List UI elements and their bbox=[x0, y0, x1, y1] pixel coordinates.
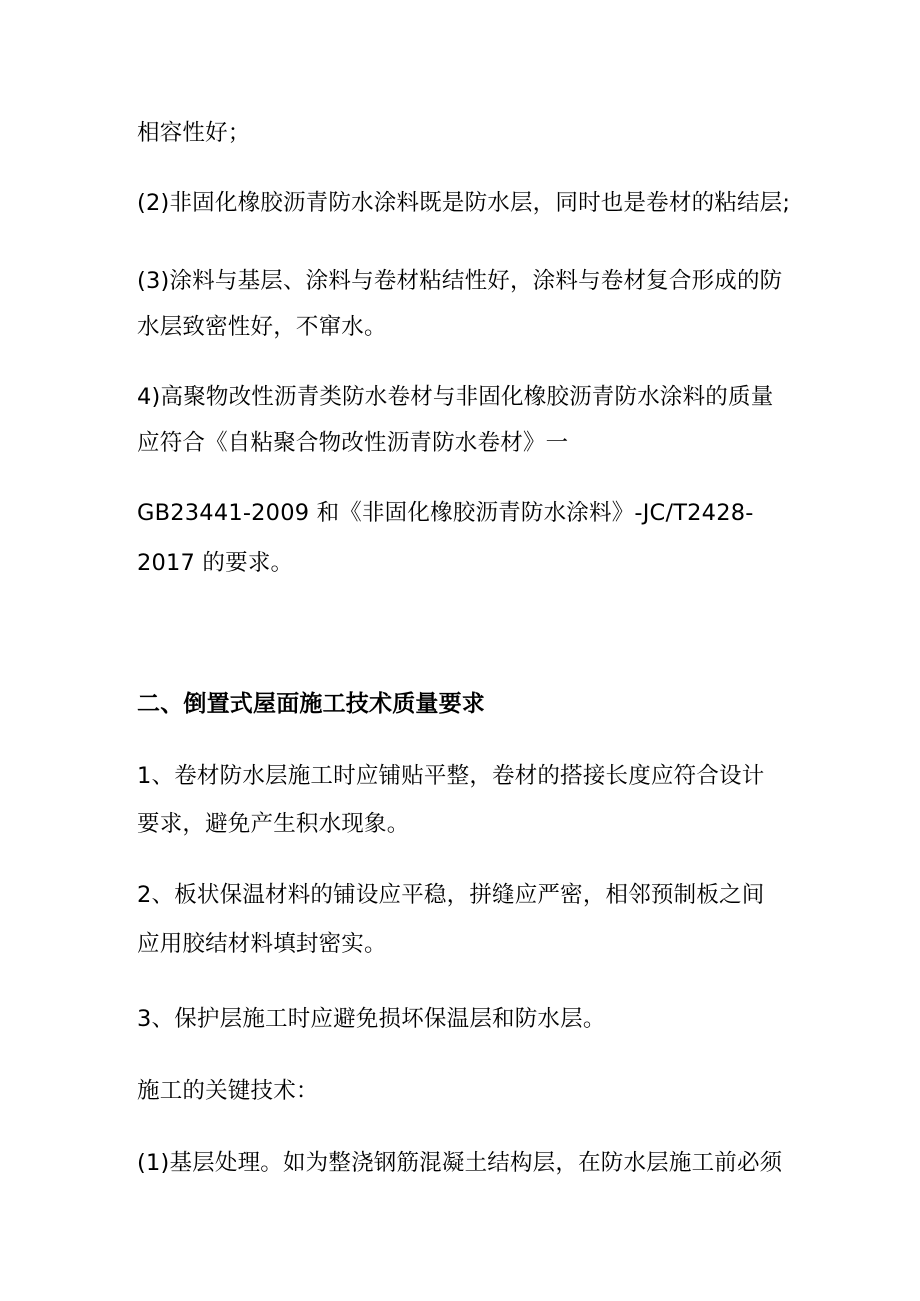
paragraph-line: (2)非固化橡胶沥青防水涂料既是防水层，同时也是卷材的粘结层; bbox=[137, 190, 791, 216]
paragraph-line: 1、卷材防水层施工时应铺贴平整，卷材的搭接长度应符合设计 bbox=[137, 763, 765, 789]
paragraph-line: (3)涂料与基层、涂料与卷材粘结性好，涂料与卷材复合形成的防 bbox=[137, 268, 783, 294]
paragraph-line: 2017 的要求。 bbox=[137, 550, 294, 576]
paragraph-line: 要求，避免产生积水现象。 bbox=[137, 811, 410, 837]
paragraph-line: 2、板状保温材料的铺设应平稳，拼缝应严密，相邻预制板之间 bbox=[137, 882, 765, 908]
paragraph-line: 水层致密性好，不窜水。 bbox=[137, 314, 387, 340]
paragraph-line: 3、保护层施工时应避免损坏保温层和防水层。 bbox=[137, 1006, 606, 1032]
paragraph-line: 应用胶结材料填封密实。 bbox=[137, 931, 387, 957]
paragraph-line: 4)高聚物改性沥青类防水卷材与非固化橡胶沥青防水涂料的质量 bbox=[137, 384, 774, 410]
paragraph-line: 相容性好； bbox=[137, 120, 251, 146]
paragraph-line: 施工的关键技术： bbox=[137, 1078, 319, 1104]
section-heading: 二、倒置式屋面施工技术质量要求 bbox=[137, 691, 485, 717]
paragraph-line: (1)基层处理。如为整浇钢筋混凝土结构层，在防水层施工前必须 bbox=[137, 1150, 783, 1176]
paragraph-line: GB23441-2009 和《非固化橡胶沥青防水涂料》-JC/T2428- bbox=[137, 500, 754, 526]
paragraph-line: 应符合《自粘聚合物改性沥青防水卷材》一 bbox=[137, 430, 569, 456]
